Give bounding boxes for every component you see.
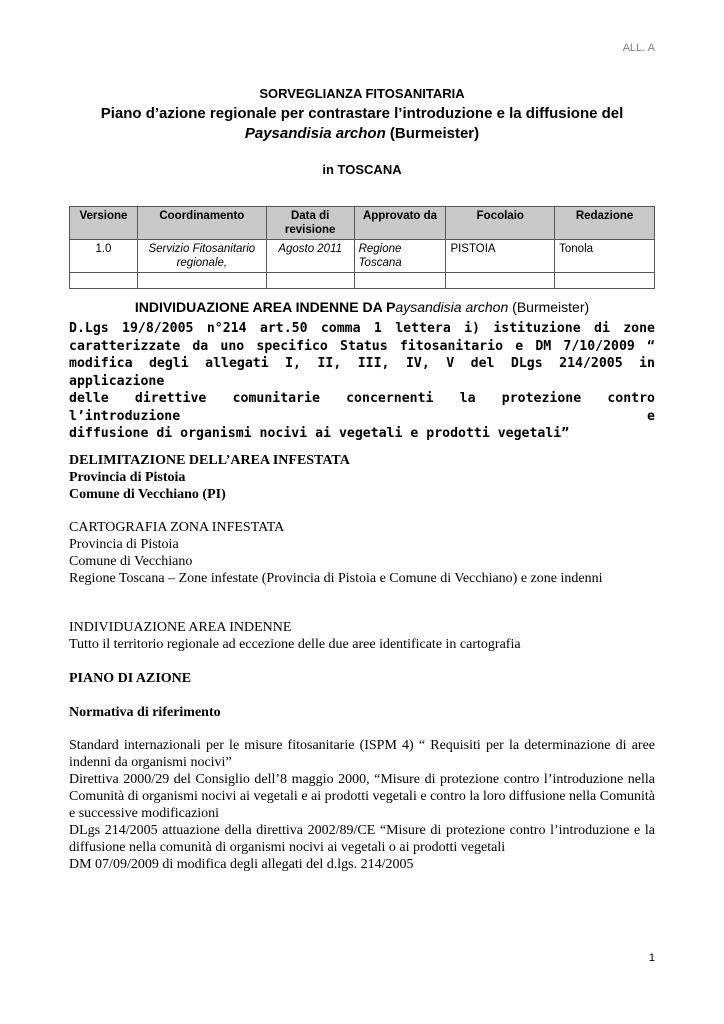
section-line: Comune di Vecchiano — [69, 554, 193, 569]
area-title-species: aysandisia archon — [395, 299, 509, 315]
section-line: Tutto il territorio regionale ad eccezione delle due aree identificate in cartografia — [69, 637, 521, 652]
table-cell — [266, 273, 354, 289]
law-line: diffusione di organismi nocivi ai vegetali e prodotti vegetali” — [69, 426, 570, 441]
section-heading: DELIMITAZIONE DELL’AREA INFESTATA — [69, 453, 350, 468]
area-title-author: (Burmeister) — [508, 299, 590, 315]
table-header-cell: Data di revisione — [266, 207, 354, 240]
document-title: SORVEGLIANZA FITOSANITARIA — [259, 86, 465, 101]
table-row — [70, 273, 655, 289]
law-line: caratterizzate da uno specifico Status fitosanitario e DM 7/10/2009 “ — [69, 338, 655, 354]
law-line: delle direttive comunitarie concernenti la protezione contro l’introduzione e — [69, 391, 655, 424]
piano-heading: PIANO DI AZIONE — [69, 671, 192, 686]
section-line: Provincia di Pistoia — [69, 537, 179, 552]
table-cell: Regione Toscana — [354, 240, 446, 273]
law-reference — [69, 320, 655, 443]
table-cell: Agosto 2011 — [266, 240, 354, 273]
page-number: 1 — [648, 952, 655, 964]
normativa-heading: Normativa di riferimento — [69, 705, 221, 720]
law-line: modifica degli allegati I, II, III, IV, V del DLgs 214/2005 in applicazione — [69, 356, 655, 389]
table-header-row — [70, 207, 655, 240]
list-item: DLgs 214/2005 attuazione della direttiva 2002/89/CE “Misure di protezione contro l’introduzione e la diffusione nella comunità di organismi nocivi ai vegetali o ai prodotti vegetali — [69, 823, 655, 855]
annex-label: ALL. A — [622, 42, 655, 54]
list-item: Direttiva 2000/29 del Consiglio dell’8 maggio 2000, “Misure di protezione contro l’introduzione nella Comunità di organismi nocivi ai vegetali e ai prodotti vegetali e contro la loro diffusione nella Comunità e successive modificazioni — [69, 772, 655, 821]
area-title-prefix: INDIVIDUAZIONE AREA INDENNE DA P — [134, 299, 396, 315]
table-cell: Tonola — [555, 240, 655, 273]
table-cell: 1.0 — [70, 240, 138, 273]
subtitle-line: Piano d’azione regionale per contrastare l’introduzione e la diffusione del — [100, 105, 624, 122]
table-cell — [137, 273, 266, 289]
table-header-cell: Focolaio — [446, 207, 555, 240]
list-item: DM 07/09/2009 di modifica degli allegati del d.lgs. 214/2005 — [69, 857, 414, 872]
normativa-list — [69, 737, 655, 873]
section-line: Regione Toscana – Zone infestate (Provincia di Pistoia e Comune di Vecchiano) e zone indenni — [69, 571, 603, 586]
table-cell: PISTOIA — [446, 240, 555, 273]
document-subtitle — [0, 104, 724, 144]
table-cell — [446, 273, 555, 289]
table-header-cell: Approvato da — [354, 207, 446, 240]
table-cell — [555, 273, 655, 289]
species-author: (Burmeister) — [385, 125, 480, 142]
version-table — [69, 206, 655, 289]
region-heading: in TOSCANA — [322, 162, 402, 177]
delimitazione-section — [69, 452, 659, 503]
table-header-cell: Versione — [70, 207, 138, 240]
law-line: D.Lgs 19/8/2005 n°214 art.50 comma 1 lettera i) istituzione di zone — [69, 321, 655, 336]
table-cell: Servizio Fitosanitario regionale, — [137, 240, 266, 273]
indenne-section — [69, 619, 659, 653]
area-indenne-title — [0, 299, 724, 315]
section-line: Provincia di Pistoia — [69, 470, 186, 485]
table-header-cell: Coordinamento — [137, 207, 266, 240]
table-row — [70, 240, 655, 273]
section-heading: CARTOGRAFIA ZONA INFESTATA — [69, 520, 285, 535]
subtitle-species-line — [0, 124, 724, 144]
species-name: Paysandisia archon — [244, 125, 386, 142]
table-cell — [354, 273, 446, 289]
section-heading: INDIVIDUAZIONE AREA INDENNE — [69, 620, 292, 635]
table-cell — [70, 273, 138, 289]
section-line: Comune di Vecchiano (PI) — [69, 487, 226, 502]
cartografia-section — [69, 519, 659, 587]
list-item: Standard internazionali per le misure fitosanitarie (ISPM 4) “ Requisiti per la determinazione di aree indenni da organismi nocivi” — [69, 738, 655, 770]
table-header-cell: Redazione — [555, 207, 655, 240]
